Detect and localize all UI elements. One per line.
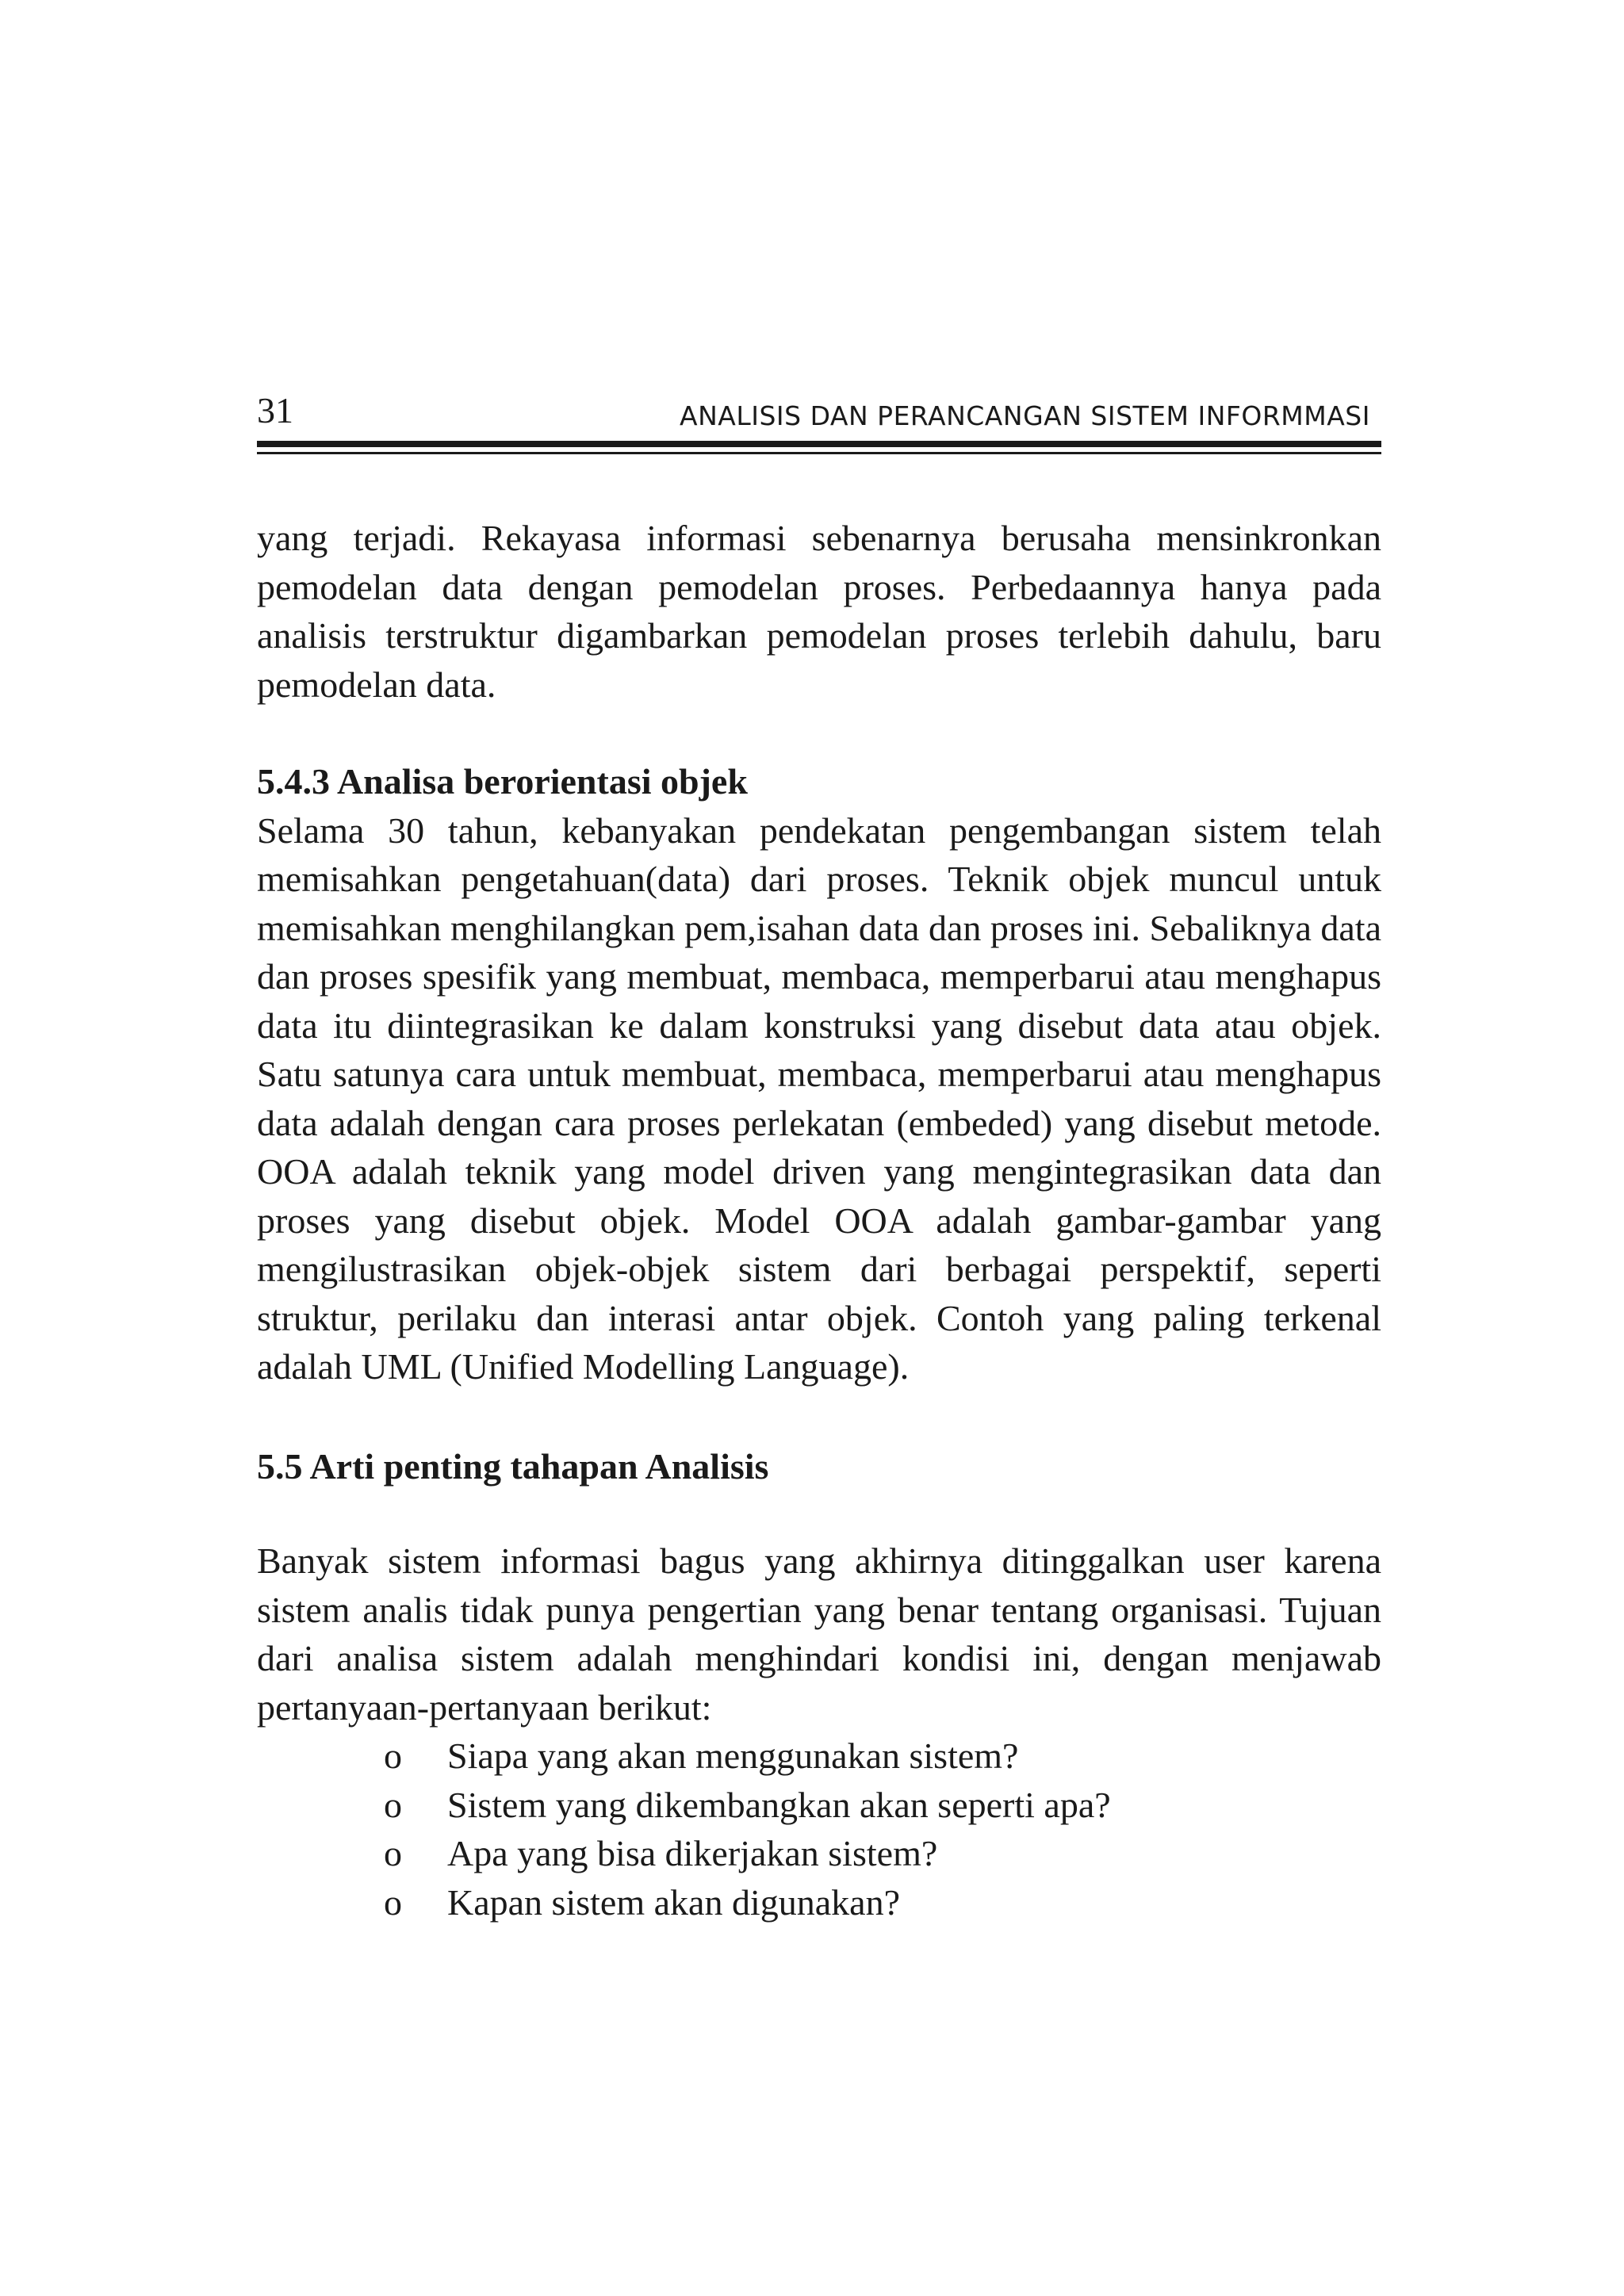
section-heading-5-4-3: 5.4.3 Analisa berorientasi objek [257, 761, 748, 802]
header-rule-thick [257, 441, 1381, 447]
spacer [257, 1391, 1381, 1442]
page-body [257, 514, 1381, 1927]
page-number: 31 [257, 390, 293, 430]
section-5-5-paragraph: Banyak sistem informasi bagus yang akhirnya ditinggalkan user karena sistem analis tidak punya pengertian yang benar tentang organisasi. Tujuan dari analisa sistem adalah menghindari kondisi ini, dengan menjawab pertanyaan-pertanyaan berikut: [257, 1540, 1381, 1728]
spacer [257, 709, 1381, 757]
page-header [257, 387, 1381, 434]
running-title: ANALISIS DAN PERANCANGAN SISTEM INFORMMASI [680, 400, 1370, 431]
question-text: Kapan sistem akan digunakan? [447, 1881, 900, 1923]
header-rule-thin [257, 452, 1381, 454]
question-text: Apa yang bisa dikerjakan sistem? [447, 1833, 938, 1873]
question-text: Siapa yang akan menggunakan sistem? [447, 1735, 1019, 1776]
question-text: Sistem yang dikembangkan akan seperti apa? [447, 1784, 1111, 1825]
section-5-4-3-paragraph: Selama 30 tahun, kebanyakan pendekatan pengembangan sistem telah memisahkan pengetahuan(data) dari proses. Teknik objek muncul untuk memisahkan menghilangkan pem,isahan data dan proses ini. Sebaliknya data dan proses spesifik yang membuat, membaca, memperbarui atau menghapus data itu diintegrasikan ke dalam konstruksi yang disebut data atau objek. Satu satunya cara untuk membuat, membaca, memperbarui atau menghapus data adalah dengan cara proses perlekatan (embeded) yang disebut metode. OOA adalah teknik yang model driven yang mengintegrasikan data dan proses yang disebut objek. Model OOA adalah gambar-gambar yang mengilustrasikan objek-objek sistem dari berbagai perspektif, seperti struktur, perilaku dan interasi antar objek. Contoh yang paling terkenal adalah UML (Unified Modelling Language). [257, 809, 1381, 1387]
bullet-circle-icon: o [384, 1881, 402, 1923]
list-item [257, 1781, 1381, 1830]
paragraph-continued: yang terjadi. Rekayasa informasi sebenarnya berusaha mensinkronkan pemodelan data dengan pemodelan proses. Perbedaannya hanya pada analisis terstruktur digambarkan pemodelan proses terlebih dahulu, baru pemodelan data. [257, 518, 1381, 705]
section-heading-5-5: 5.5 Arti penting tahapan Analisis [257, 1445, 769, 1487]
spacer [257, 1490, 1381, 1536]
question-list [257, 1732, 1381, 1927]
list-item [257, 1732, 1381, 1781]
list-item [257, 1829, 1381, 1878]
list-item [257, 1878, 1381, 1927]
bullet-circle-icon: o [384, 1735, 402, 1776]
bullet-circle-icon: o [384, 1833, 402, 1873]
bullet-circle-icon: o [384, 1784, 402, 1825]
